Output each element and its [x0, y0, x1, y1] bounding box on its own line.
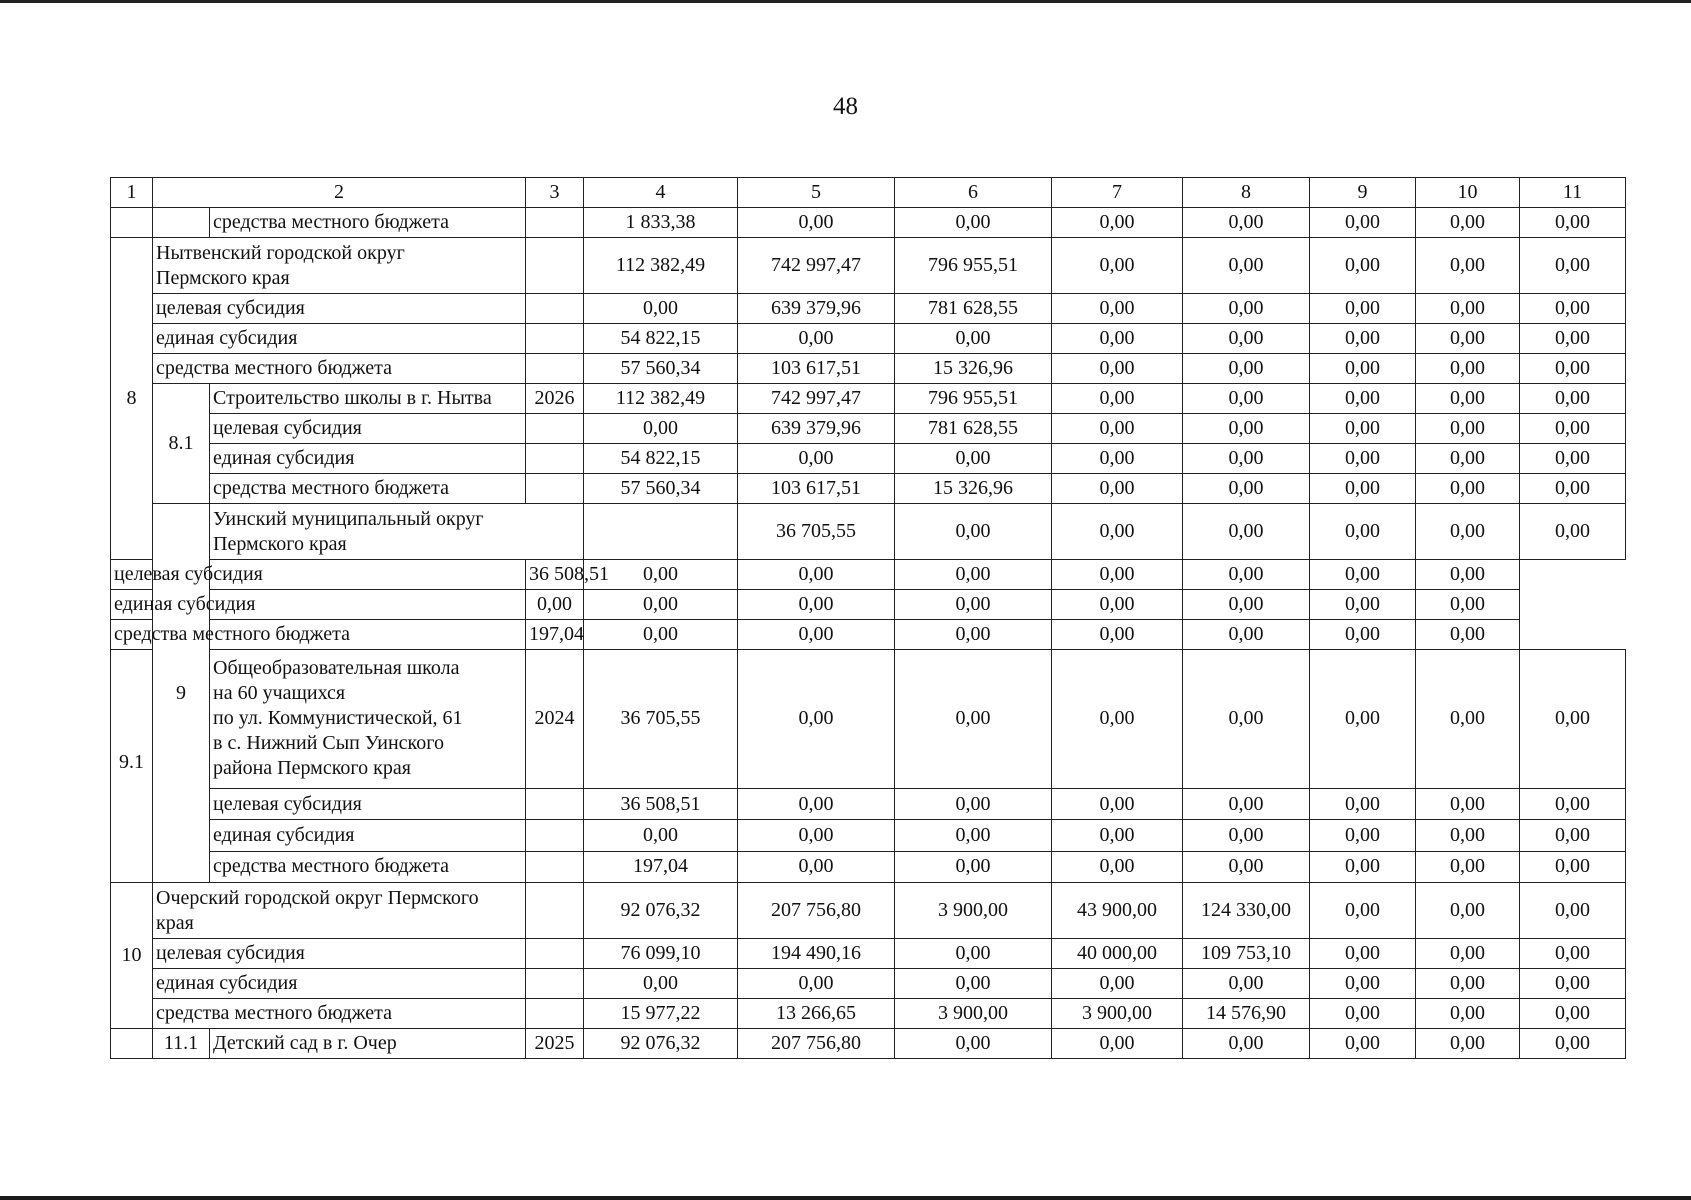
- value-cell: 0,00: [584, 414, 738, 444]
- value-cell: 0,00: [1520, 883, 1626, 939]
- value-cell: 0,00: [895, 590, 1052, 620]
- value-cell: 0,00: [895, 504, 1052, 560]
- row-label: средства местного бюджета: [210, 208, 526, 238]
- value-cell: 40 000,00: [1052, 939, 1183, 969]
- row-year: 2026: [526, 384, 584, 414]
- value-cell: 197,04: [526, 620, 584, 650]
- label-line: Пермского края: [156, 266, 290, 289]
- value-cell: 57 560,34: [584, 474, 738, 504]
- row-year: [526, 294, 584, 324]
- row-year: [210, 590, 526, 620]
- table-row: [111, 444, 1626, 474]
- value-cell: 742 997,47: [738, 384, 895, 414]
- value-cell: 0,00: [1520, 354, 1626, 384]
- label-line: Пермского края: [213, 532, 347, 555]
- value-cell: 0,00: [1520, 504, 1626, 560]
- value-cell: 92 076,32: [584, 883, 738, 939]
- value-cell: 0,00: [1052, 788, 1183, 819]
- budget-table: [110, 177, 1626, 1059]
- table-row: [111, 851, 1626, 882]
- row-year: [526, 444, 584, 474]
- row-number: 10: [111, 883, 153, 1029]
- value-cell: 0,00: [1416, 474, 1520, 504]
- value-cell: 0,00: [584, 294, 738, 324]
- row-year: [526, 238, 584, 294]
- value-cell: 0,00: [1052, 384, 1183, 414]
- label-line: района Пермского края: [213, 757, 411, 780]
- row-label: целевая субсидия: [153, 939, 526, 969]
- value-cell: 0,00: [738, 788, 895, 819]
- value-cell: 0,00: [584, 969, 738, 999]
- value-cell: 57 560,34: [584, 354, 738, 384]
- value-cell: 103 617,51: [738, 474, 895, 504]
- value-cell: 0,00: [1310, 999, 1416, 1029]
- table-row: [111, 504, 1626, 560]
- value-cell: 0,00: [1416, 999, 1520, 1029]
- value-cell: 0,00: [738, 590, 895, 620]
- value-cell: 0,00: [1520, 324, 1626, 354]
- value-cell: 54 822,15: [584, 324, 738, 354]
- value-cell: 0,00: [1052, 414, 1183, 444]
- value-cell: 0,00: [895, 324, 1052, 354]
- row-label: [153, 238, 526, 294]
- table-row: [111, 324, 1626, 354]
- value-cell: 124 330,00: [1183, 883, 1310, 939]
- value-cell: 54 822,15: [584, 444, 738, 474]
- value-cell: 0,00: [1310, 820, 1416, 851]
- value-cell: 0,00: [1310, 788, 1416, 819]
- value-cell: 0,00: [1052, 1029, 1183, 1059]
- value-cell: 0,00: [738, 208, 895, 238]
- value-cell: 0,00: [1520, 851, 1626, 882]
- value-cell: 0,00: [738, 650, 895, 789]
- value-cell: 0,00: [1310, 851, 1416, 882]
- header-cell: 6: [895, 178, 1052, 208]
- table-row: [111, 590, 1626, 620]
- value-cell: 0,00: [1416, 620, 1520, 650]
- value-cell: 0,00: [1183, 384, 1310, 414]
- empty-cell: [153, 208, 210, 238]
- table-row: [111, 560, 1626, 590]
- value-cell: 0,00: [1183, 788, 1310, 819]
- value-cell: 109 753,10: [1183, 939, 1310, 969]
- value-cell: 0,00: [895, 820, 1052, 851]
- label-line: Уинский муниципальный округ: [213, 507, 484, 530]
- value-cell: 0,00: [1183, 444, 1310, 474]
- table-row: [111, 999, 1626, 1029]
- value-cell: 0,00: [1310, 650, 1416, 789]
- value-cell: 0,00: [895, 620, 1052, 650]
- value-cell: 0,00: [1183, 208, 1310, 238]
- table-row: [111, 969, 1626, 999]
- scan-edge-top: [0, 0, 1691, 3]
- value-cell: 0,00: [895, 788, 1052, 819]
- value-cell: 0,00: [1416, 650, 1520, 789]
- value-cell: 112 382,49: [584, 384, 738, 414]
- value-cell: 0,00: [738, 324, 895, 354]
- row-label: Детский сад в г. Очер: [210, 1029, 526, 1059]
- value-cell: 0,00: [1520, 414, 1626, 444]
- value-cell: 0,00: [1416, 1029, 1520, 1059]
- value-cell: 0,00: [1052, 560, 1183, 590]
- value-cell: 0,00: [1310, 1029, 1416, 1059]
- row-label: целевая субсидия: [111, 560, 210, 590]
- label-line: Общеобразовательная школа: [213, 657, 460, 680]
- value-cell: 0,00: [1052, 820, 1183, 851]
- row-year: [526, 883, 584, 939]
- row-year: [526, 788, 584, 819]
- header-cell: 10: [1416, 178, 1520, 208]
- row-label: целевая субсидия: [210, 414, 526, 444]
- row-year: 2025: [526, 1029, 584, 1059]
- value-cell: 0,00: [1052, 208, 1183, 238]
- page-number: 48: [833, 93, 858, 120]
- value-cell: 0,00: [1520, 294, 1626, 324]
- value-cell: 0,00: [1416, 384, 1520, 414]
- label-line: Очерский городской округ Пермского: [156, 886, 479, 909]
- value-cell: 36 508,51: [526, 560, 584, 590]
- header-row: [111, 178, 1626, 208]
- value-cell: 0,00: [1520, 939, 1626, 969]
- row-label: средства местного бюджета: [111, 620, 210, 650]
- row-subnumber: 8.1: [153, 384, 210, 504]
- value-cell: 0,00: [1183, 504, 1310, 560]
- value-cell: 0,00: [1310, 444, 1416, 474]
- row-label: Строительство школы в г. Нытва: [210, 384, 526, 414]
- value-cell: 0,00: [1416, 883, 1520, 939]
- value-cell: 194 490,16: [738, 939, 895, 969]
- value-cell: 0,00: [1052, 474, 1183, 504]
- value-cell: 0,00: [1310, 969, 1416, 999]
- value-cell: 13 266,65: [738, 999, 895, 1029]
- value-cell: 0,00: [1416, 504, 1520, 560]
- row-label: [210, 650, 526, 789]
- value-cell: 0,00: [1310, 354, 1416, 384]
- value-cell: 15 977,22: [584, 999, 738, 1029]
- table-row: [111, 294, 1626, 324]
- value-cell: 0,00: [1416, 590, 1520, 620]
- empty-cell: [111, 208, 153, 238]
- value-cell: 0,00: [1183, 354, 1310, 384]
- value-cell: 0,00: [1416, 354, 1520, 384]
- value-cell: 0,00: [1520, 650, 1626, 789]
- row-label: единая субсидия: [111, 590, 210, 620]
- value-cell: 0,00: [1183, 294, 1310, 324]
- row-label: единая субсидия: [210, 444, 526, 474]
- value-cell: 0,00: [895, 939, 1052, 969]
- row-year: [526, 324, 584, 354]
- value-cell: 781 628,55: [895, 294, 1052, 324]
- value-cell: 36 508,51: [584, 788, 738, 819]
- header-cell: 3: [526, 178, 584, 208]
- row-year: [526, 939, 584, 969]
- row-year: [526, 820, 584, 851]
- value-cell: 36 705,55: [738, 504, 895, 560]
- value-cell: 639 379,96: [738, 294, 895, 324]
- value-cell: 0,00: [1416, 444, 1520, 474]
- table-row: [111, 820, 1626, 851]
- value-cell: 0,00: [1416, 939, 1520, 969]
- row-number: 9: [153, 504, 210, 883]
- row-label: [153, 883, 526, 939]
- value-cell: 0,00: [1052, 590, 1183, 620]
- table-row: [111, 354, 1626, 384]
- value-cell: 0,00: [1310, 560, 1416, 590]
- value-cell: 0,00: [1416, 414, 1520, 444]
- table-row: [111, 414, 1626, 444]
- row-year: [584, 504, 738, 560]
- value-cell: 0,00: [1183, 560, 1310, 590]
- row-label: средства местного бюджета: [153, 999, 526, 1029]
- header-cell: 2: [153, 178, 526, 208]
- value-cell: 0,00: [1052, 324, 1183, 354]
- value-cell: 0,00: [1183, 238, 1310, 294]
- table-row: [111, 788, 1626, 819]
- value-cell: 0,00: [1310, 939, 1416, 969]
- value-cell: 0,00: [584, 590, 738, 620]
- row-label: целевая субсидия: [153, 294, 526, 324]
- row-year: 2024: [526, 650, 584, 789]
- value-cell: 0,00: [1416, 324, 1520, 354]
- value-cell: 0,00: [738, 444, 895, 474]
- table-row: [111, 883, 1626, 939]
- value-cell: 0,00: [738, 620, 895, 650]
- value-cell: 0,00: [1052, 444, 1183, 474]
- value-cell: 0,00: [1052, 294, 1183, 324]
- value-cell: 15 326,96: [895, 474, 1052, 504]
- value-cell: 207 756,80: [738, 883, 895, 939]
- table-row: [111, 208, 1626, 238]
- value-cell: 0,00: [1416, 238, 1520, 294]
- value-cell: 0,00: [1183, 324, 1310, 354]
- value-cell: 0,00: [895, 1029, 1052, 1059]
- value-cell: 0,00: [1520, 788, 1626, 819]
- scan-edge-bottom: [0, 1196, 1691, 1200]
- row-label: средства местного бюджета: [210, 474, 526, 504]
- value-cell: 0,00: [895, 650, 1052, 789]
- value-cell: 639 379,96: [738, 414, 895, 444]
- value-cell: 0,00: [1183, 1029, 1310, 1059]
- value-cell: 1 833,38: [584, 208, 738, 238]
- value-cell: 0,00: [1520, 999, 1626, 1029]
- value-cell: 0,00: [1183, 851, 1310, 882]
- value-cell: 0,00: [1310, 324, 1416, 354]
- value-cell: 0,00: [1183, 820, 1310, 851]
- value-cell: 796 955,51: [895, 384, 1052, 414]
- value-cell: 0,00: [1520, 384, 1626, 414]
- value-cell: 112 382,49: [584, 238, 738, 294]
- value-cell: 0,00: [1310, 474, 1416, 504]
- table-row: [111, 474, 1626, 504]
- row-subnumber: 9.1: [111, 650, 153, 883]
- value-cell: 0,00: [1520, 208, 1626, 238]
- value-cell: 0,00: [1416, 560, 1520, 590]
- label-line: в с. Нижний Сып Уинского: [213, 732, 444, 755]
- value-cell: 0,00: [584, 560, 738, 590]
- value-cell: 0,00: [1052, 620, 1183, 650]
- value-cell: 0,00: [895, 969, 1052, 999]
- value-cell: 0,00: [1183, 474, 1310, 504]
- value-cell: 0,00: [1416, 969, 1520, 999]
- value-cell: 3 900,00: [1052, 999, 1183, 1029]
- header-cell: 8: [1183, 178, 1310, 208]
- row-label: единая субсидия: [153, 324, 526, 354]
- value-cell: 796 955,51: [895, 238, 1052, 294]
- value-cell: 0,00: [1052, 851, 1183, 882]
- value-cell: 3 900,00: [895, 999, 1052, 1029]
- value-cell: 0,00: [738, 560, 895, 590]
- header-cell: 5: [738, 178, 895, 208]
- value-cell: 0,00: [1310, 504, 1416, 560]
- row-label: единая субсидия: [153, 969, 526, 999]
- row-year: [526, 969, 584, 999]
- value-cell: 0,00: [1310, 238, 1416, 294]
- value-cell: 103 617,51: [738, 354, 895, 384]
- row-year: [526, 851, 584, 882]
- value-cell: 0,00: [1052, 504, 1183, 560]
- value-cell: 0,00: [584, 820, 738, 851]
- row-year: [526, 999, 584, 1029]
- row-year: [526, 414, 584, 444]
- value-cell: 0,00: [1520, 820, 1626, 851]
- table-row: [111, 384, 1626, 414]
- label-line: Нытвенский городской округ: [156, 241, 405, 264]
- value-cell: 0,00: [1183, 650, 1310, 789]
- value-cell: 0,00: [895, 851, 1052, 882]
- value-cell: 0,00: [1183, 620, 1310, 650]
- value-cell: 0,00: [1310, 414, 1416, 444]
- value-cell: 0,00: [1183, 969, 1310, 999]
- value-cell: 0,00: [1052, 238, 1183, 294]
- header-cell: 4: [584, 178, 738, 208]
- table-row: [111, 620, 1626, 650]
- value-cell: 0,00: [1183, 414, 1310, 444]
- value-cell: 0,00: [1416, 294, 1520, 324]
- row-label: средства местного бюджета: [153, 354, 526, 384]
- value-cell: 0,00: [1520, 474, 1626, 504]
- value-cell: 197,04: [584, 851, 738, 882]
- value-cell: 0,00: [1416, 820, 1520, 851]
- value-cell: 0,00: [1520, 444, 1626, 474]
- header-cell: 11: [1520, 178, 1626, 208]
- row-number: 8: [111, 238, 153, 560]
- table-row: [111, 1029, 1626, 1059]
- table-row: [111, 238, 1626, 294]
- value-cell: 36 705,55: [584, 650, 738, 789]
- value-cell: 0,00: [1310, 883, 1416, 939]
- header-cell: 9: [1310, 178, 1416, 208]
- header-cell: 7: [1052, 178, 1183, 208]
- value-cell: 0,00: [526, 590, 584, 620]
- value-cell: 0,00: [895, 208, 1052, 238]
- table-row: [111, 650, 1626, 789]
- row-label: целевая субсидия: [210, 788, 526, 819]
- value-cell: 0,00: [1183, 590, 1310, 620]
- value-cell: 207 756,80: [738, 1029, 895, 1059]
- label-line: края: [156, 911, 194, 934]
- value-cell: 0,00: [1310, 384, 1416, 414]
- row-subnumber: 11.1: [153, 1029, 210, 1059]
- value-cell: 742 997,47: [738, 238, 895, 294]
- value-cell: 0,00: [1520, 238, 1626, 294]
- header-cell: 1: [111, 178, 153, 208]
- value-cell: 0,00: [1416, 208, 1520, 238]
- table-row: [111, 939, 1626, 969]
- value-cell: 15 326,96: [895, 354, 1052, 384]
- value-cell: 0,00: [1310, 294, 1416, 324]
- value-cell: 0,00: [738, 969, 895, 999]
- empty-cell: [111, 1029, 153, 1059]
- row-year: [526, 474, 584, 504]
- value-cell: 0,00: [1052, 969, 1183, 999]
- value-cell: 781 628,55: [895, 414, 1052, 444]
- value-cell: 0,00: [895, 560, 1052, 590]
- row-label: [210, 504, 584, 560]
- value-cell: 0,00: [738, 820, 895, 851]
- value-cell: 0,00: [738, 851, 895, 882]
- value-cell: 43 900,00: [1052, 883, 1183, 939]
- row-label: средства местного бюджета: [210, 851, 526, 882]
- row-year: [526, 354, 584, 384]
- value-cell: 0,00: [1416, 788, 1520, 819]
- value-cell: 0,00: [1052, 354, 1183, 384]
- value-cell: 92 076,32: [584, 1029, 738, 1059]
- value-cell: 0,00: [584, 620, 738, 650]
- row-year: [526, 208, 584, 238]
- value-cell: 0,00: [1416, 851, 1520, 882]
- value-cell: 0,00: [1310, 208, 1416, 238]
- value-cell: 0,00: [1310, 590, 1416, 620]
- value-cell: 76 099,10: [584, 939, 738, 969]
- value-cell: 0,00: [895, 444, 1052, 474]
- value-cell: 14 576,90: [1183, 999, 1310, 1029]
- value-cell: 3 900,00: [895, 883, 1052, 939]
- value-cell: 0,00: [1052, 650, 1183, 789]
- row-label: единая субсидия: [210, 820, 526, 851]
- label-line: по ул. Коммунистической, 61: [213, 707, 463, 730]
- label-line: на 60 учащихся: [213, 682, 346, 705]
- value-cell: 0,00: [1520, 969, 1626, 999]
- value-cell: 0,00: [1520, 1029, 1626, 1059]
- value-cell: 0,00: [1310, 620, 1416, 650]
